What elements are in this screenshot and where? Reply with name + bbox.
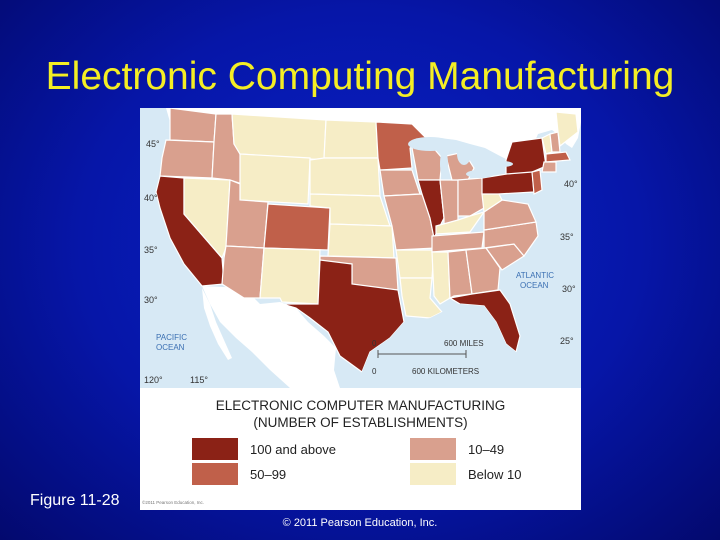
lat-label-45-west: 45° bbox=[146, 139, 160, 149]
state-south-dakota bbox=[310, 158, 380, 196]
legend-item-10-49 bbox=[410, 438, 504, 460]
state-wyoming bbox=[240, 154, 310, 204]
lat-label-25-east: 25° bbox=[560, 336, 574, 346]
legend-title-line2: (NUMBER OF ESTABLISHMENTS) bbox=[253, 415, 468, 430]
legend-label: 10–49 bbox=[468, 441, 505, 457]
map-credit: ©2011 Pearson Education, Inc. bbox=[142, 500, 205, 505]
pacific-ocean-label-2: OCEAN bbox=[156, 343, 185, 352]
state-new-york bbox=[506, 138, 546, 174]
state-colorado bbox=[264, 204, 330, 250]
pacific-ocean-label-1: PACIFIC bbox=[156, 333, 187, 342]
atlantic-ocean-label-2: OCEAN bbox=[520, 281, 549, 290]
state-mississippi bbox=[432, 252, 450, 304]
legend-swatch bbox=[192, 438, 238, 460]
state-new-mexico bbox=[260, 248, 320, 304]
lat-label-35-west: 35° bbox=[144, 245, 158, 255]
state-arkansas bbox=[396, 250, 434, 278]
lon-label-115: 115° bbox=[190, 375, 208, 385]
legend-item-50-99 bbox=[192, 463, 286, 485]
lon-label-120: 120° bbox=[144, 375, 163, 385]
atlantic-ocean-label-1: ATLANTIC bbox=[516, 271, 555, 280]
legend-swatch bbox=[410, 438, 456, 460]
lat-label-30-east: 30° bbox=[562, 284, 576, 294]
legend-label: 100 and above bbox=[250, 441, 337, 457]
state-ohio bbox=[458, 178, 484, 216]
state-washington bbox=[170, 108, 216, 142]
scale-zero-top: 0 bbox=[372, 339, 377, 348]
scale-miles: 600 MILES bbox=[444, 339, 484, 348]
map-figure bbox=[140, 108, 581, 510]
state-montana bbox=[232, 114, 326, 160]
legend-item-below-10 bbox=[410, 463, 521, 485]
legend-swatch bbox=[410, 463, 456, 485]
state-kansas bbox=[328, 224, 394, 258]
copyright-notice: © 2011 Pearson Education, Inc. bbox=[282, 517, 438, 529]
slide-title: Electronic Computing Manufacturing bbox=[45, 55, 675, 98]
state-oregon bbox=[160, 140, 214, 178]
lat-label-40-east: 40° bbox=[564, 179, 578, 189]
state-massachusetts bbox=[546, 152, 570, 162]
lat-label-40-west: 40° bbox=[144, 193, 158, 203]
state-north-dakota bbox=[324, 120, 378, 158]
legend-label: 50–99 bbox=[250, 466, 287, 482]
legend-swatch bbox=[192, 463, 238, 485]
lat-label-35-east: 35° bbox=[560, 232, 574, 242]
state-connecticut bbox=[542, 162, 556, 172]
legend-item-100-above bbox=[192, 438, 336, 460]
state-new-jersey bbox=[532, 170, 542, 194]
legend-title-line1: ELECTRONIC COMPUTER MANUFACTURING bbox=[215, 398, 506, 413]
scale-zero-bottom: 0 bbox=[372, 367, 377, 376]
scale-kilometers: 600 KILOMETERS bbox=[412, 367, 480, 376]
figure-label: Figure 11-28 bbox=[30, 492, 120, 509]
legend-label: Below 10 bbox=[468, 466, 522, 482]
legend-title bbox=[140, 397, 581, 431]
lat-label-30-west: 30° bbox=[144, 295, 158, 305]
